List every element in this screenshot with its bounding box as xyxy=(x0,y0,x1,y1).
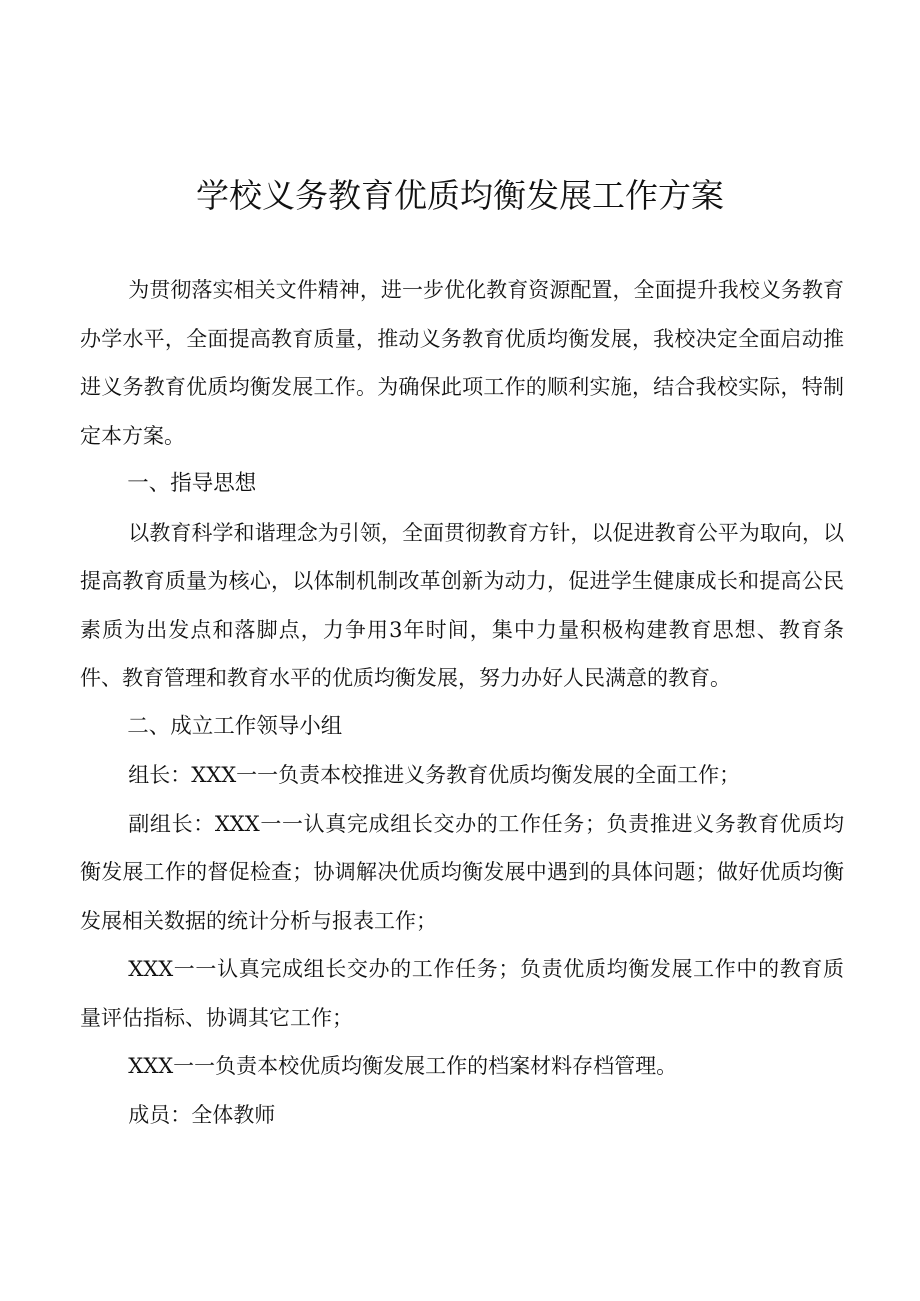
members-paragraph: 成员：全体教师 xyxy=(128,1102,276,1127)
deputy-leader-paragraph: 副组长：XXX一一认真完成组长交办的工作任务；负责推进义务教育优质均衡发展工作的督促检查；协调解决优质均衡发展中遇到的具体问题；做好优质均衡发展相关数据的统计分析与报表工作； xyxy=(80,811,844,933)
group-leader-paragraph: 组长：XXX一一负责本校推进义务教育优质均衡发展的全面工作； xyxy=(128,763,741,787)
document-body xyxy=(80,266,844,1139)
document-title: 学校义务教育优质均衡发展工作方案 xyxy=(196,176,724,215)
section-heading-leadership-group: 二、成立工作领导小组 xyxy=(127,713,343,739)
deputy-leader-paragraph-2: XXX一一认真完成组长交办的工作任务；负责优质均衡发展工作中的教育质量评估指标、协调其它工作； xyxy=(80,957,844,1030)
deputy-leader-paragraph-3: XXX一一负责本校优质均衡发展工作的档案材料存档管理。 xyxy=(128,1054,678,1078)
section-heading-guiding-ideology: 一、指导思想 xyxy=(127,471,257,496)
intro-paragraph: 为贯彻落实相关文件精神，进一步优化教育资源配置，全面提升我校义务教育办学水平，全面提高教育质量，推动义务教育优质均衡发展，我校决定全面启动推进义务教育优质均衡发展工作。为确保此项工作的顺利实施，结合我校实际，特制定本方案。 xyxy=(80,278,844,448)
guiding-ideology-paragraph: 以教育科学和谐理念为引领，全面贯彻教育方针，以促进教育公平为取向，以提高教育质量为核心，以体制机制改革创新为动力，促进学生健康成长和提高公民素质为出发点和落脚点，力争用3年时间，集中力量积极构建教育思想、教育条件、教育管理和教育水平的优质均衡发展，努力办好人民满意的教育。 xyxy=(80,520,844,690)
